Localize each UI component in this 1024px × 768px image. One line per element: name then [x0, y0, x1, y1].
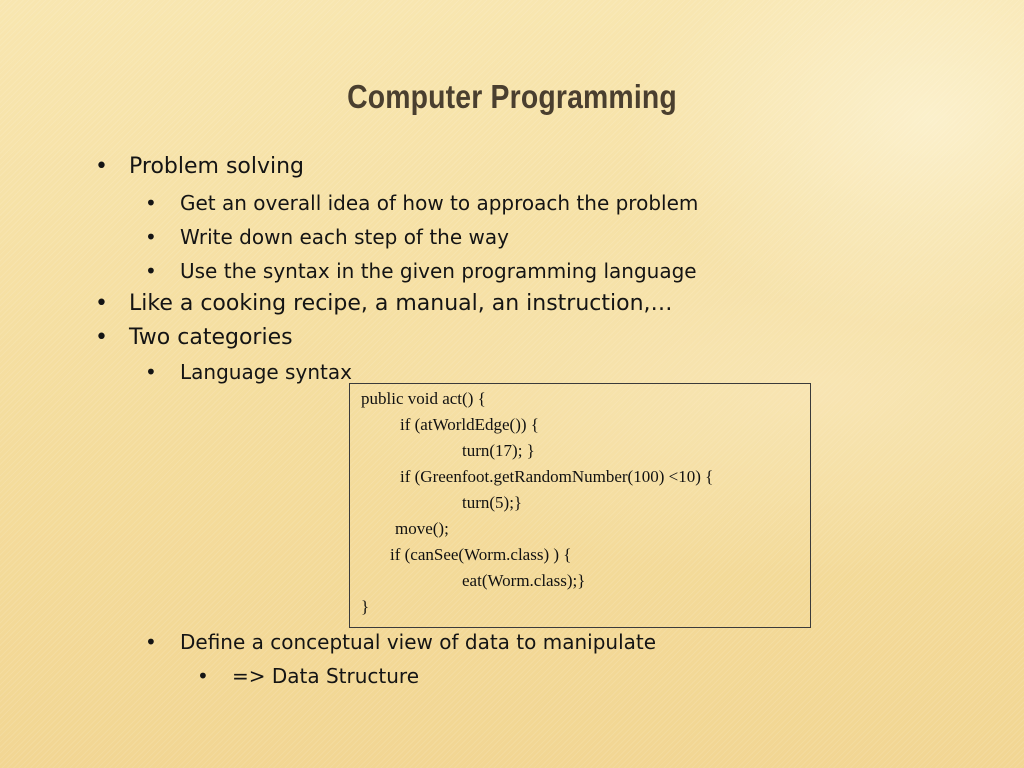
- code-box: [349, 383, 811, 628]
- bullet-dot: •: [145, 225, 157, 249]
- code-line: turn(5);}: [462, 493, 523, 512]
- bullet-level1: [95, 325, 293, 350]
- code-line: if (canSee(Worm.class) ) {: [390, 545, 572, 564]
- bullet-dot: •: [145, 259, 157, 283]
- bullet-text: Two categories: [129, 325, 293, 350]
- bullet-level1: [95, 154, 304, 179]
- code-line: }: [361, 597, 370, 616]
- code-line: public void act() {: [361, 389, 486, 408]
- bullet-level2: [145, 225, 509, 249]
- bullet-text: Write down each step of the way: [180, 225, 509, 249]
- bullet-text: Language syntax: [180, 360, 352, 384]
- bullet-level2: [145, 360, 352, 384]
- bullet-text: Like a cooking recipe, a manual, an instruction,…: [129, 291, 673, 316]
- slide-title: Computer Programming: [347, 78, 677, 115]
- code-line: eat(Worm.class);}: [462, 571, 586, 590]
- bullet-text: Use the syntax in the given programming language: [180, 259, 697, 283]
- bullet-dot: •: [145, 191, 157, 215]
- bullet-text: Define a conceptual view of data to manipulate: [180, 630, 657, 654]
- bullet-dot: •: [145, 360, 157, 384]
- bullet-text: Problem solving: [129, 154, 305, 179]
- bullet-dot: •: [95, 291, 108, 316]
- bullet-text: => Data Structure: [232, 664, 420, 688]
- bullet-text: Get an overall idea of how to approach the problem: [180, 191, 699, 215]
- bullet-dot: •: [95, 325, 108, 350]
- code-line: if (Greenfoot.getRandomNumber(100) <10) {: [400, 467, 714, 486]
- code-line: if (atWorldEdge()) {: [400, 415, 539, 434]
- bullet-level3: [197, 664, 419, 688]
- bullet-level2: [145, 191, 698, 215]
- bullet-dot: •: [197, 664, 209, 688]
- bullet-level2: [145, 259, 697, 283]
- code-line: turn(17); }: [462, 441, 535, 460]
- bullet-level2: [145, 630, 656, 654]
- bullet-level1: [95, 291, 673, 316]
- code-line: move();: [395, 519, 449, 538]
- bullet-dot: •: [145, 630, 157, 654]
- bullet-dot: •: [95, 154, 108, 179]
